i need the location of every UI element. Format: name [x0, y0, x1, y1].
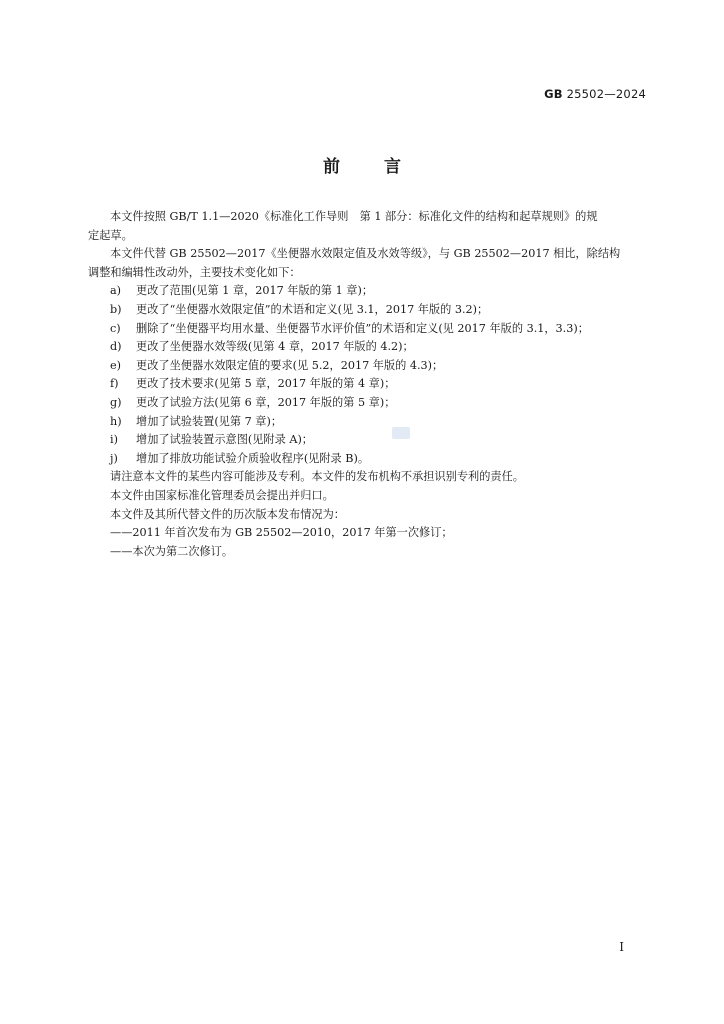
list-item — [88, 282, 648, 301]
list-item — [88, 394, 648, 413]
list-marker: j) — [110, 451, 118, 465]
list-item — [88, 431, 648, 450]
paragraph-replacement-cont: 调整和编辑性改动外，主要技术变化如下： — [88, 265, 301, 279]
watermark-logo-icon — [392, 427, 410, 439]
list-marker: g) — [110, 395, 122, 409]
page-number: I — [619, 940, 624, 954]
list-text: 更改了范围(见第 1 章，2017 年版的第 1 章)； — [136, 284, 374, 298]
list-marker: h) — [110, 414, 122, 428]
patent-notice: 请注意本文件的某些内容可能涉及专利。本文件的发布机构不承担识别专利的责任。 — [110, 470, 524, 484]
list-item — [88, 413, 648, 432]
list-text: 更改了试验方法(见第 6 章，2017 年版的第 5 章)； — [136, 395, 396, 409]
history-intro: 本文件及其所代替文件的历次版本发布情况为： — [110, 507, 345, 521]
list-marker: a) — [110, 284, 122, 298]
list-marker: d) — [110, 340, 122, 354]
list-text: 更改了技术要求(见第 5 章，2017 年版的第 4 章)； — [136, 377, 396, 391]
list-item — [88, 450, 648, 469]
paragraph-drafting-rules-cont: 定起草。 — [88, 228, 133, 242]
list-text: 更改了坐便器水效等级(见第 4 章，2017 年版的 4.2)； — [136, 340, 414, 354]
list-item — [88, 320, 648, 339]
list-item — [88, 301, 648, 320]
list-marker: f) — [110, 377, 119, 391]
list-text: 增加了排放功能试验介质验收程序(见附录 B)。 — [136, 451, 370, 465]
list-text: 更改了坐便器水效限定值的要求(见 5.2，2017 年版的 4.3)； — [136, 358, 444, 372]
paragraph-replacement: 本文件代替 GB 25502—2017《坐便器水效限定值及水效等级》，与 GB 25502—2017 相比，除结构 — [110, 247, 621, 261]
standard-number: 25502—2024 — [562, 87, 646, 101]
list-marker: e) — [110, 358, 121, 372]
list-text: 增加了试验装置示意图(见附录 A)； — [136, 433, 313, 447]
standard-prefix: GB — [544, 87, 563, 101]
standard-code — [544, 87, 646, 101]
list-text: 增加了试验装置(见第 7 章)； — [136, 414, 283, 428]
list-item — [88, 357, 648, 376]
proposer-statement: 本文件由国家标准化管理委员会提出并归口。 — [110, 488, 334, 502]
history-entry: ——2011 年首次发布为 GB 25502—2010，2017 年第一次修订； — [110, 526, 453, 540]
list-text: 删除了“坐便器平均用水量、坐便器节水评价值”的术语和定义(见 2017 年版的 3.1，3.3)； — [136, 321, 589, 335]
history-entry: ——本次为第二次修订。 — [110, 544, 234, 558]
document-body — [88, 208, 648, 561]
list-marker: c) — [110, 321, 121, 335]
list-marker: b) — [110, 302, 122, 316]
list-item — [88, 375, 648, 394]
paragraph-drafting-rules: 本文件按照 GB/T 1.1—2020《标准化工作导则 第 1 部分：标准化文件的结构和起草规则》的规 — [110, 210, 598, 223]
list-text: 更改了“坐便器水效限定值”的术语和定义(见 3.1，2017 年版的 3.2)； — [136, 302, 489, 316]
list-item — [88, 338, 648, 357]
list-marker: i) — [110, 433, 118, 447]
page-title: 前言 — [323, 157, 445, 177]
